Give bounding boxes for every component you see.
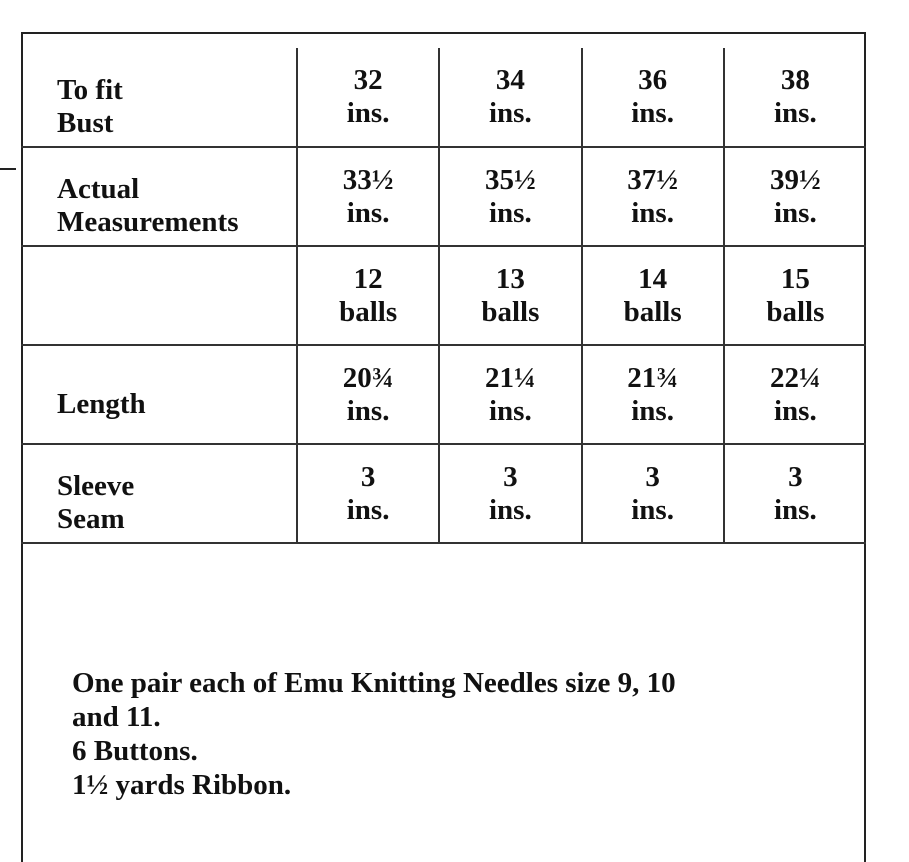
row-label [21,444,297,543]
table-cell [297,246,439,345]
table-row [21,444,866,543]
table-cell [582,48,724,147]
table-cell [724,444,866,543]
row-label [21,345,297,444]
table-cell [439,48,581,147]
cell-unit: ins. [346,97,390,129]
table-cell [439,246,581,345]
margin-mark [0,168,16,170]
row-label-line: Measurements [57,206,239,238]
cell-value: 22¼ [770,361,821,394]
table-row [21,246,866,345]
table-cell [724,147,866,246]
row-label-line: Actual [57,173,140,205]
cell-value: 3 [788,460,803,493]
table-cell [724,246,866,345]
table-cell [724,48,866,147]
cell-value: 20¾ [342,361,394,394]
cell-unit: ins. [489,97,532,129]
materials-notes [72,666,852,802]
row-label [21,48,297,147]
cell-value: 13 [495,262,525,295]
cell-value: 14 [638,262,668,295]
table-row [21,147,866,246]
row-label-line: Bust [57,106,114,139]
cell-unit: ins. [774,97,817,129]
cell-value: 3 [503,460,518,493]
table-cell [439,444,581,543]
cell-unit: ins. [774,196,817,229]
cell-unit: ins. [489,493,532,526]
table-cell [297,147,439,246]
cell-unit: ins. [489,196,532,229]
table-cell [582,444,724,543]
table-cell [582,246,724,345]
table-cell [297,345,439,444]
cell-unit: balls [766,295,825,328]
cell-value: 35½ [485,163,536,196]
cell-unit: ins. [631,97,674,129]
cell-unit: ins. [346,394,390,427]
cell-value: 32 [353,64,383,96]
cell-value: 21¼ [485,361,536,394]
cell-unit: balls [339,295,398,328]
cell-unit: ins. [631,493,674,526]
cell-unit: ins. [346,196,390,229]
cell-value: 3 [360,460,376,493]
cell-value: 33½ [342,163,394,196]
cell-value: 21¾ [627,361,678,394]
cell-value: 39½ [770,163,821,196]
row-label-line: Sleeve [57,470,135,502]
cell-unit: ins. [774,493,817,526]
row-label [21,147,297,246]
size-table [21,48,866,544]
cell-unit: ins. [346,493,390,526]
table-cell [439,147,581,246]
notes-line: 6 Buttons. [72,735,198,767]
cell-value: 37½ [627,163,678,196]
cell-unit: ins. [489,394,532,427]
table-cell [724,345,866,444]
cell-unit: balls [481,295,540,328]
notes-line: 1½ yards Ribbon. [72,769,292,801]
table-row [21,345,866,444]
table-cell [582,147,724,246]
row-label-line: To fit [57,73,123,106]
table-cell [297,444,439,543]
cell-value: 12 [353,262,383,295]
table-row [21,48,866,147]
table-cell [297,48,439,147]
cell-value: 34 [495,64,525,96]
cell-value: 36 [638,64,668,96]
cell-unit: balls [623,295,682,328]
cell-unit: ins. [631,394,674,427]
cell-value: 3 [645,460,660,493]
notes-line: One pair each of Emu Knitting Needles size 9, 10 [72,667,676,699]
cell-value: 15 [780,262,810,295]
cell-unit: ins. [774,394,817,427]
cell-value: 38 [780,64,810,96]
cell-unit: ins. [631,196,674,229]
table-cell [439,345,581,444]
row-label-line: Length [57,387,146,420]
notes-line: and 11. [72,701,161,733]
row-label [21,246,297,345]
table-cell [582,345,724,444]
row-label-line: Seam [57,503,125,535]
